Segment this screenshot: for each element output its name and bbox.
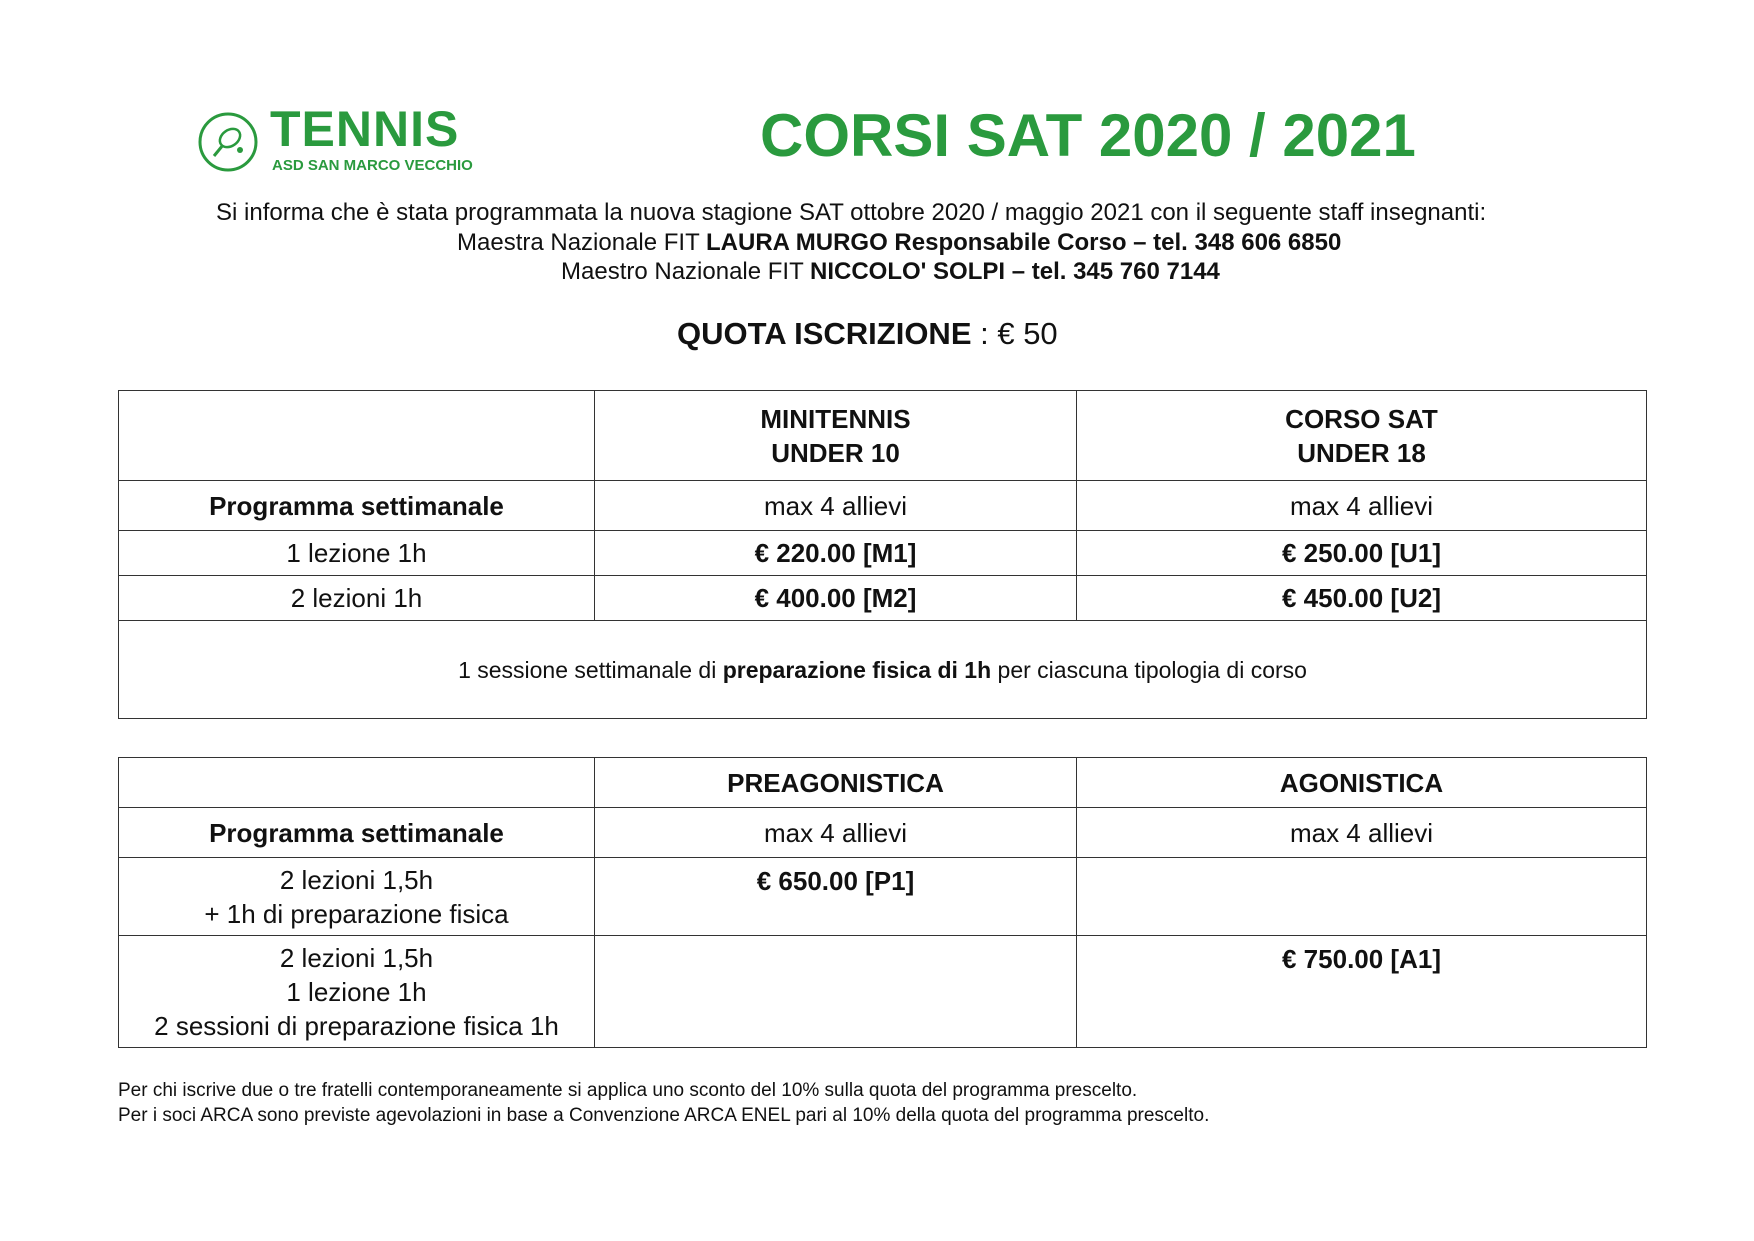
- table-header-row: [119, 758, 1647, 808]
- pricing-table-sat: [118, 390, 1647, 719]
- row-label: 2 lezioni 1h: [119, 576, 595, 621]
- column-header-corso-sat: [1077, 391, 1647, 481]
- column-header-agonistica: AGONISTICA: [1077, 758, 1647, 808]
- teacher-1-role: Maestra Nazionale FIT: [457, 229, 706, 256]
- price-cell: [1077, 858, 1647, 936]
- price-cell: € 250.00 [U1]: [1077, 531, 1647, 576]
- max-students: max 4 allievi: [595, 808, 1077, 858]
- club-logo: [198, 101, 498, 180]
- intro-line-3: [561, 257, 1220, 287]
- column-header-line: MINITENNIS: [760, 403, 911, 434]
- column-header-preagonistica: PREAGONISTICA: [595, 758, 1077, 808]
- footnotes: [118, 1078, 1209, 1128]
- teacher-2-details: NICCOLO' SOLPI – tel. 345 760 7144: [810, 258, 1220, 285]
- row-label-line: 2 lezioni 1,5h: [279, 942, 434, 973]
- teacher-2-role: Maestro Nazionale FIT: [561, 258, 810, 285]
- row-label: [119, 936, 595, 1048]
- max-students: max 4 allievi: [1077, 808, 1647, 858]
- row-label-line: 1 lezione 1h: [286, 976, 427, 1007]
- intro-line-1: Si informa che è stata programmata la nuova stagione SAT ottobre 2020 / maggio 2021 con il seguente staff insegnanti:: [216, 199, 1487, 226]
- row-label: [119, 858, 595, 936]
- intro-line-2: [457, 228, 1341, 258]
- registration-fee: [677, 316, 1058, 352]
- max-students: max 4 allievi: [595, 481, 1077, 531]
- pricing-table-competitive: [118, 757, 1647, 1048]
- logo-subtitle: ASD SAN MARCO VECCHIO: [272, 157, 473, 174]
- table-row: [119, 576, 1647, 621]
- table-note-row: [119, 621, 1647, 719]
- table-header-row: [119, 391, 1647, 481]
- program-label: Programma settimanale: [119, 808, 595, 858]
- logo-name: TENNIS: [270, 101, 460, 157]
- column-header-line: UNDER 18: [1297, 437, 1426, 468]
- price-cell: € 220.00 [M1]: [595, 531, 1077, 576]
- registration-fee-label: QUOTA ISCRIZIONE: [677, 316, 972, 351]
- price-cell: € 450.00 [U2]: [1077, 576, 1647, 621]
- table-row: [119, 531, 1647, 576]
- tennis-racket-emblem-icon: [198, 112, 258, 172]
- row-label: 1 lezione 1h: [119, 531, 595, 576]
- table-row: [119, 808, 1647, 858]
- price-cell: € 400.00 [M2]: [595, 576, 1077, 621]
- empty-header-cell: [119, 758, 595, 808]
- column-header-line: CORSO SAT: [1285, 403, 1438, 434]
- note-bold-text: preparazione fisica di 1h: [722, 656, 992, 683]
- table-row: [119, 936, 1647, 1048]
- column-header-minitennis: [595, 391, 1077, 481]
- row-label-line: 2 sessioni di preparazione fisica 1h: [154, 1010, 559, 1041]
- row-label-line: 2 lezioni 1,5h: [279, 864, 434, 895]
- price-cell: € 750.00 [A1]: [1077, 936, 1647, 1048]
- row-label-line: + 1h di preparazione fisica: [204, 898, 509, 929]
- table-note: [119, 621, 1647, 719]
- program-label: Programma settimanale: [119, 481, 595, 531]
- footnote-arca-discount: Per i soci ARCA sono previste agevolazioni in base a Convenzione ARCA ENEL pari al 10% della quota del programma prescelto.: [118, 1105, 1210, 1126]
- note-text: per ciascuna tipologia di corso: [991, 656, 1307, 683]
- page-title: CORSI SAT 2020 / 2021: [760, 102, 1416, 169]
- empty-header-cell: [119, 391, 595, 481]
- table-row: [119, 481, 1647, 531]
- max-students: max 4 allievi: [1077, 481, 1647, 531]
- note-text: 1 sessione settimanale di: [458, 656, 723, 683]
- column-header-line: UNDER 10: [771, 437, 900, 468]
- registration-fee-value: : € 50: [971, 316, 1058, 351]
- teacher-1-details: LAURA MURGO Responsabile Corso – tel. 348 606 6850: [706, 229, 1342, 256]
- footnote-siblings-discount: Per chi iscrive due o tre fratelli contemporaneamente si applica uno sconto del 10% sulla quota del programma prescelto.: [118, 1080, 1138, 1101]
- price-cell: [595, 936, 1077, 1048]
- price-cell: € 650.00 [P1]: [595, 858, 1077, 936]
- table-row: [119, 858, 1647, 936]
